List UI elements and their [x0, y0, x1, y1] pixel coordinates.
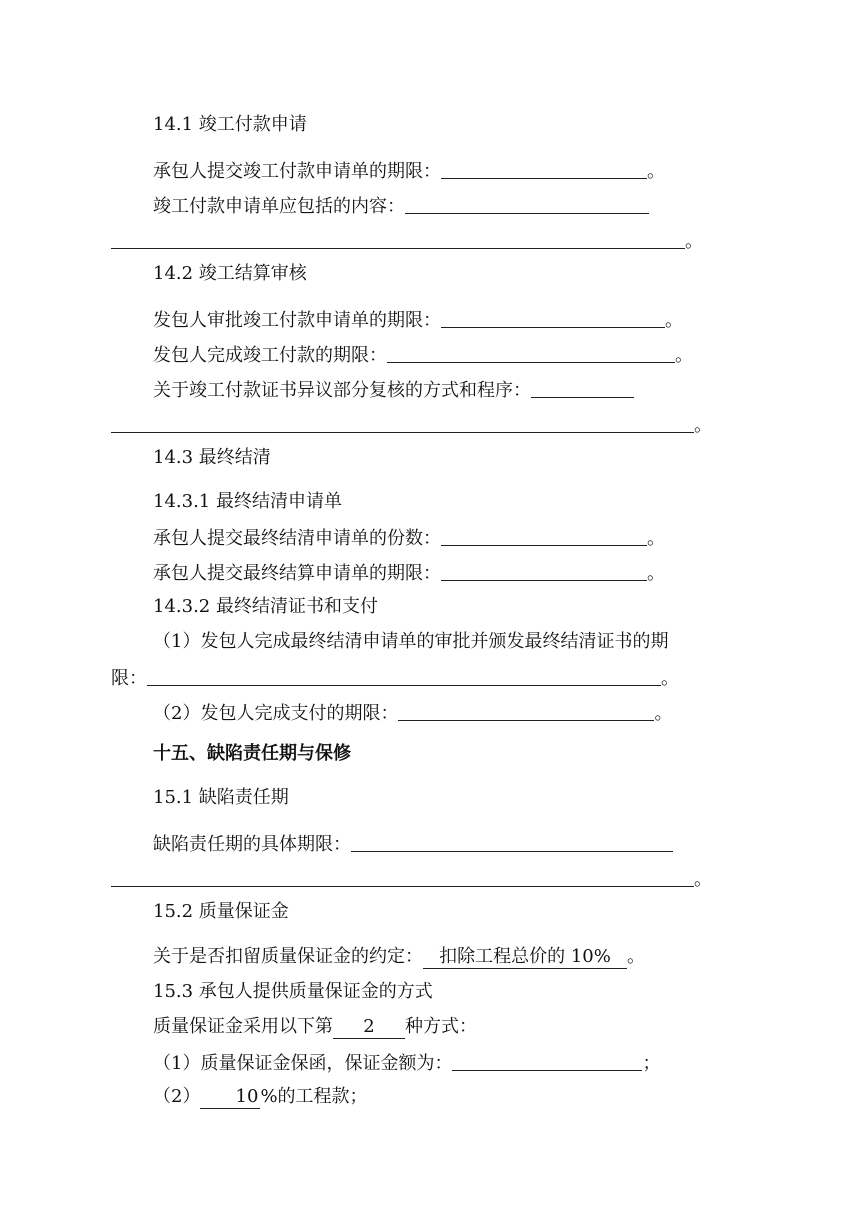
text-line — [153, 1085, 368, 1109]
blank-field[interactable] — [441, 560, 647, 581]
text-line — [153, 1015, 477, 1039]
blank-field-continued[interactable] — [111, 412, 694, 433]
field-label: （1）质量保证金保函，保证金额为： — [153, 1053, 453, 1074]
payment-percent-value[interactable]: 10 — [200, 1086, 260, 1109]
blank-field-continued[interactable] — [111, 866, 694, 887]
text-line — [153, 831, 673, 857]
text-line — [153, 158, 665, 184]
text-line — [111, 866, 712, 892]
text-line: （1）发包人完成最终结清申请单的审批并颁发最终结清证书的期 — [153, 631, 669, 652]
text-line — [153, 945, 645, 969]
punct: 。 — [665, 310, 683, 331]
method-number-value[interactable]: 2 — [333, 1016, 405, 1039]
text-line — [111, 665, 679, 691]
field-label: 承包人提交竣工付款申请单的期限： — [153, 161, 441, 182]
blank-field[interactable] — [147, 665, 661, 686]
subsection-heading-14-3-1: 14.3.1 最终结清申请单 — [153, 491, 342, 512]
section-heading-15-3: 15.3 承包人提供质量保证金的方式 — [153, 981, 433, 1002]
blank-field[interactable] — [441, 158, 647, 179]
text-line — [111, 228, 703, 254]
text-line — [153, 342, 693, 368]
chapter-heading-15: 十五、缺陷责任期与保修 — [153, 743, 351, 764]
text-line — [153, 307, 683, 333]
punct: 。 — [647, 528, 665, 549]
blank-field[interactable] — [441, 307, 665, 328]
blank-field-continued[interactable] — [111, 228, 685, 249]
section-heading-15-2: 15.2 质量保证金 — [153, 901, 289, 922]
section-heading-15-1: 15.1 缺陷责任期 — [153, 787, 289, 808]
text-line — [111, 412, 712, 438]
subsection-heading-14-3-2: 14.3.2 最终结清证书和支付 — [153, 596, 378, 617]
text-line — [153, 560, 665, 586]
blank-field[interactable] — [441, 525, 647, 546]
punct: 。 — [675, 345, 693, 366]
blank-field[interactable] — [405, 193, 649, 214]
text-line — [153, 193, 649, 219]
field-label: 关于竣工付款证书异议部分复核的方式和程序： — [153, 380, 531, 401]
blank-field[interactable] — [398, 700, 654, 721]
punct: 。 — [647, 563, 665, 584]
text-line — [153, 700, 672, 726]
punct: 。 — [685, 231, 703, 252]
field-label: 发包人审批竣工付款申请单的期限： — [153, 310, 441, 331]
field-label: （2）发包人完成支付的期限： — [153, 703, 399, 724]
punct: 。 — [647, 161, 665, 182]
punct: 。 — [694, 869, 712, 890]
field-label: 限： — [111, 668, 147, 689]
field-label: （2） — [153, 1086, 201, 1107]
field-label: 承包人提交最终结清申请单的份数： — [153, 528, 441, 549]
text-line — [153, 377, 634, 403]
field-label: 发包人完成竣工付款的期限： — [153, 345, 387, 366]
field-label: 种方式： — [405, 1016, 477, 1037]
retention-agreement-value[interactable]: 扣除工程总价的 10% — [423, 946, 627, 969]
blank-field[interactable] — [531, 377, 634, 398]
section-heading-14-2: 14.2 竣工结算审核 — [153, 263, 307, 284]
text-line — [153, 1050, 660, 1076]
punct: 。 — [694, 415, 712, 436]
punct: 。 — [654, 703, 673, 724]
field-label: 质量保证金采用以下第 — [153, 1016, 333, 1037]
blank-field[interactable] — [387, 342, 675, 363]
field-label: 关于是否扣留质量保证金的约定： — [153, 946, 423, 967]
field-label: %的工程款； — [260, 1086, 368, 1107]
punct: 。 — [627, 946, 645, 967]
field-label: 竣工付款申请单应包括的内容： — [153, 196, 405, 217]
blank-field[interactable] — [452, 1050, 642, 1071]
section-heading-14-3: 14.3 最终结清 — [153, 447, 271, 468]
blank-field[interactable] — [351, 831, 673, 852]
section-heading-14-1: 14.1 竣工付款申请 — [153, 114, 307, 135]
punct: 。 — [661, 668, 679, 689]
field-label: 承包人提交最终结算申请单的期限： — [153, 563, 441, 584]
field-label: 缺陷责任期的具体期限： — [153, 834, 351, 855]
punct: ； — [642, 1053, 661, 1074]
text-line — [153, 525, 665, 551]
